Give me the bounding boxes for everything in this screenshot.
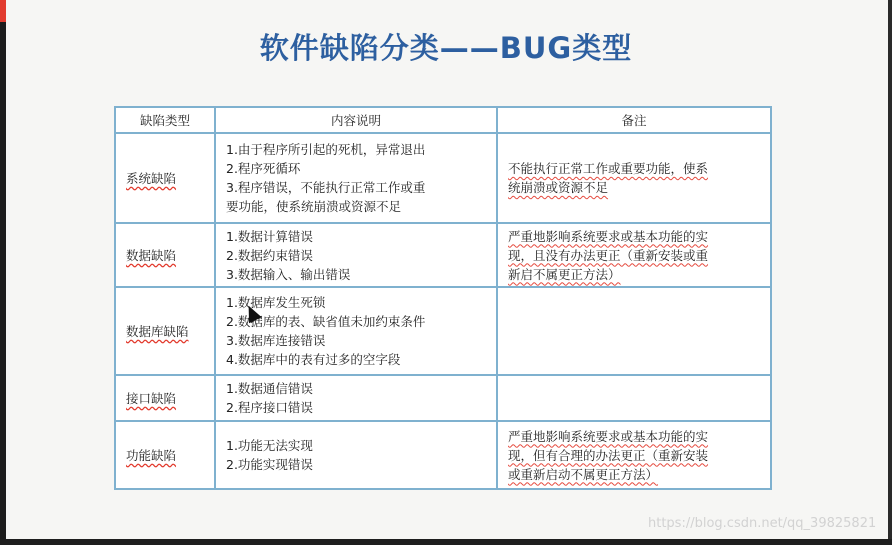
defect-type: 数据库缺陷 xyxy=(115,287,215,375)
defect-type: 接口缺陷 xyxy=(115,375,215,421)
desc-line: 要功能，使系统崩溃或资源不足 xyxy=(226,199,402,214)
table-row xyxy=(115,287,771,375)
defect-note xyxy=(497,223,771,287)
defect-desc xyxy=(215,375,497,421)
desc-line: 2.程序死循环 xyxy=(226,161,301,176)
defect-note xyxy=(497,133,771,223)
desc-line: 3.数据输入、输出错误 xyxy=(226,266,351,282)
defect-note xyxy=(497,421,771,489)
table-row xyxy=(115,223,771,287)
slide-title: 软件缺陷分类——BUG类型 xyxy=(259,31,633,65)
note-line: 严重地影响系统要求或基本功能的实 xyxy=(508,228,709,244)
desc-line: 1.数据通信错误 xyxy=(226,381,313,396)
header-type: 缺陷类型 xyxy=(115,107,215,133)
defect-type: 系统缺陷 xyxy=(115,133,215,223)
defect-desc xyxy=(215,223,497,287)
defect-note xyxy=(497,375,771,421)
table-row xyxy=(115,421,771,489)
desc-line: 3.程序错误，不能执行正常工作或重 xyxy=(226,180,426,195)
bug-type-table xyxy=(114,106,772,490)
window-bottom-edge xyxy=(0,539,892,545)
defect-type: 数据缺陷 xyxy=(115,223,215,287)
note-line: 现，且没有办法更正（重新安装或重 xyxy=(508,247,709,263)
desc-line: 2.数据约束错误 xyxy=(226,247,313,263)
header-note: 备注 xyxy=(497,107,771,133)
desc-line: 3.数据库连接错误 xyxy=(226,333,326,348)
window-right-edge xyxy=(888,0,892,545)
desc-line: 2.功能实现错误 xyxy=(226,457,313,472)
table-row xyxy=(115,133,771,223)
desc-line: 1.数据库发生死锁 xyxy=(226,295,326,310)
defect-note xyxy=(497,287,771,375)
defect-desc xyxy=(215,287,497,375)
desc-line: 1.功能无法实现 xyxy=(226,438,313,453)
window-left-edge xyxy=(0,0,6,545)
desc-line: 2.程序接口错误 xyxy=(226,400,313,415)
defect-type: 功能缺陷 xyxy=(115,421,215,489)
note-line: 新启不属更正方法） xyxy=(508,266,621,282)
red-marker xyxy=(0,0,6,22)
desc-line: 1.由于程序所引起的死机，异常退出 xyxy=(226,142,426,157)
desc-line: 2.数据库的表、缺省值未加约束条件 xyxy=(226,314,426,329)
desc-line: 4.数据库中的表有过多的空字段 xyxy=(226,352,401,367)
defect-desc xyxy=(215,421,497,489)
defect-desc xyxy=(215,133,497,223)
table-row xyxy=(115,375,771,421)
note-line: 严重地影响系统要求或基本功能的实 xyxy=(508,428,709,444)
note-line: 现，但有合理的办法更正（重新安装 xyxy=(508,447,709,463)
table-header-row xyxy=(115,107,771,133)
note-line: 不能执行正常工作或重要功能，使系 xyxy=(508,161,709,176)
note-line: 统崩溃或资源不足 xyxy=(508,180,609,195)
watermark: https://blog.csdn.net/qq_39825821 xyxy=(648,516,877,531)
note-line: 或重新启动不属更正方法） xyxy=(508,466,659,482)
header-desc: 内容说明 xyxy=(215,107,497,133)
desc-line: 1.数据计算错误 xyxy=(226,228,313,244)
